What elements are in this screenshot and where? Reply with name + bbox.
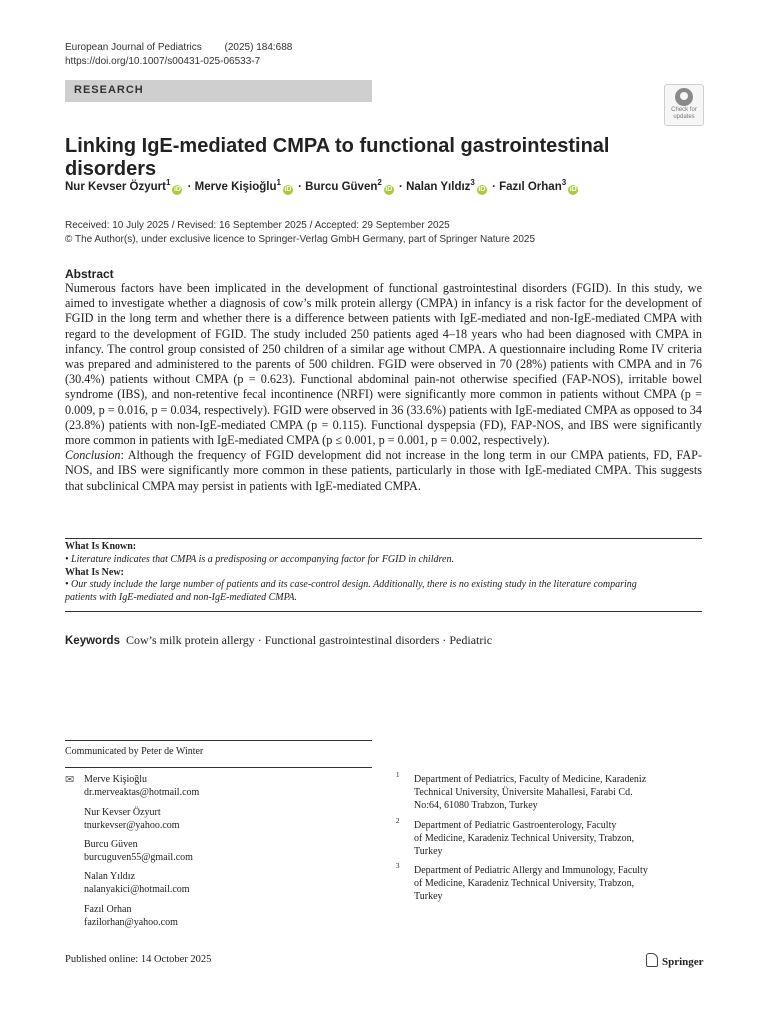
dates-block <box>65 219 535 247</box>
section-label-bar <box>65 80 372 102</box>
footnote-rule <box>65 740 372 741</box>
affiliation-line: Department of Pediatric Allergy and Immunology, Faculty <box>414 865 648 876</box>
author-name: Nalan Yıldız <box>406 180 471 193</box>
contact-entry <box>84 870 190 896</box>
contact-email[interactable]: fazilorhan@yahoo.com <box>84 917 178 928</box>
author-list: Nur Kevser Özyurt$^1$iD · Merve Kişioğlu$^1$iD · Burcu Güven$^2$iD · Nalan Yıldız$^3$iD · Fazıl Orhan$^3$iD <box>65 178 577 193</box>
author-affiliation: 1 <box>276 178 281 187</box>
communicated-by: Communicated by Peter de Winter <box>65 746 204 757</box>
contact-email[interactable]: nalanyakici@hotmail.com <box>84 884 190 895</box>
contact-email[interactable]: tnurkevser@yahoo.com <box>84 820 180 831</box>
affiliation-number: 1 <box>396 771 400 779</box>
contact-name: Fazıl Orhan <box>84 904 132 915</box>
new-heading: What Is New: <box>65 566 124 578</box>
author-affiliation: 1 <box>165 178 171 187</box>
author-affiliation: 3 <box>470 178 475 187</box>
affiliation-line: Turkey <box>414 846 443 857</box>
received-dates: Received: 10 July 2025 / Revised: 16 September 2025 / Accepted: 29 September 2025 <box>65 220 450 231</box>
affiliation-number: 2 <box>396 817 400 825</box>
known-item: • Literature indicates that CMPA is a predisposing or accompanying factor for FGID in children. <box>65 553 454 565</box>
conclusion-text: : Although the frequency of FGID development did not increase in the long term in our CMPA patients, FD, FAP-NOS, and IBS were significantly more common in these patients, particularly in those with IgE-mediated CMPA. This suggests that subclinical CMPA may persist in patients with IgE-mediated CMPA. <box>65 448 702 493</box>
affiliation-line: of Medicine, Karadeniz Technical University, Trabzon, <box>414 878 635 889</box>
contact-email[interactable]: burcuguven55@gmail.com <box>84 852 193 863</box>
contact-entry <box>84 806 180 832</box>
citation: (2025) 184:688 <box>224 42 293 53</box>
springer-horse-icon <box>646 953 658 967</box>
doi-link[interactable]: https://doi.org/10.1007/s00431-025-06533-7 <box>65 56 261 67</box>
author-name: Nur Kevser Özyurt <box>65 180 166 193</box>
contact-entry <box>84 903 178 929</box>
affiliation <box>414 773 704 812</box>
keywords-line <box>65 633 492 648</box>
what-is-known-box <box>65 541 702 605</box>
contact-name: Nur Kevser Özyurt <box>84 807 161 818</box>
conclusion-label: Conclusion <box>65 448 121 463</box>
author-name: Merve Kişioğlu <box>194 180 277 193</box>
orcid-icon[interactable]: iD <box>284 185 292 193</box>
affiliation-line: Department of Pediatrics, Faculty of Medicine, Karadeniz <box>414 774 647 785</box>
affiliation-number: 3 <box>396 862 400 870</box>
footnote-rule <box>65 767 372 768</box>
check-updates-icon <box>675 88 693 106</box>
paper-title: Linking IgE-mediated CMPA to functional gastrointestinal disorders <box>65 135 610 180</box>
orcid-icon[interactable]: iD <box>569 185 577 193</box>
new-item: • Our study include the large number of patients and its case-control design. Additionally, there is no existing study in the literature comparing patients with IgE-mediated and non-IgE-mediated CMPA. <box>65 579 637 604</box>
abstract-body: Numerous factors have been implicated in the development of functional gastrointestinal disorders (FGID). In this study, we aimed to investigate whether a diagnosis of cow’s milk protein allergy (CMPA) in infancy is a risk factor for the development of FGID in the long term and whether there is a difference between patients with IgE-mediated and non-IgE-mediated CMPA with regard to the development of FGID. The study included 250 patients aged 4–18 years who had been diagnosed with CMPA in infancy. The control group consisted of 250 children of a similar age without CMPA. A questionnaire including Rome IV criteria was prepared and administered to the parents of 500 children. FGID were observed in 70 (28%) patients with CMPA and in 76 (30.4%) patients without CMPA (p = 0.623). Functional abdominal pain-not otherwise specified (FAP-NOS), irritable bowel syndrome (IBS), and non-retentive fecal incontinence (NRFI) were significantly more common in patients without CMPA (p = 0.009, p = 0.016, p = 0.034, respectively). FGID were observed in 36 (33.6%) patients with IgE-mediated CMPA as opposed to 34 (23.8%) patients with non-IgE-mediated CMPA (p = 0.115). Functional dyspepsia (FD), FAP-NOS, and IBS were significantly more common in patients with IgE-mediated CMPA (p ≤ 0.001, p = 0.001, p = 0.002, respectively). <box>65 281 702 448</box>
keywords-text: Cow’s milk protein allergy · Functional gastrointestinal disorders · Pediatric <box>125 633 493 647</box>
divider <box>65 538 702 539</box>
published-date: Published online: 14 October 2025 <box>65 954 212 965</box>
affiliation-line: Department of Pediatric Gastroenterology, Faculty <box>414 820 617 831</box>
author-affiliation: 2 <box>377 178 382 187</box>
contact-entry <box>84 773 199 799</box>
envelope-icon: ✉ <box>65 774 75 786</box>
affiliation <box>414 864 704 903</box>
author-name: Burcu Güven <box>305 180 378 193</box>
contact-name: Merve Kişioğlu <box>84 774 148 785</box>
divider <box>65 611 702 612</box>
contact-name: Nalan Yıldız <box>84 871 136 882</box>
copyright: © The Author(s), under exclusive licence to Springer-Verlag GmbH Germany, part of Springer Nature 2025 <box>65 234 535 245</box>
affiliation-line: Technical University, Üniversite Mahallesi, Farabi Cd. <box>414 787 633 798</box>
section-label: RESEARCH <box>74 84 144 96</box>
author-name: Fazıl Orhan <box>499 180 562 193</box>
orcid-icon[interactable]: iD <box>478 185 486 193</box>
check-updates-text-2: updates <box>673 114 695 120</box>
affiliation <box>414 819 704 858</box>
contact-name: Burcu Güven <box>84 839 138 850</box>
abstract-heading: Abstract <box>65 267 114 281</box>
contact-email[interactable]: dr.merveaktas@hotmail.com <box>84 787 200 798</box>
affiliation-line: Turkey <box>414 891 443 902</box>
affiliation-line: No:64, 61080 Trabzon, Turkey <box>414 800 538 811</box>
affiliation-line: of Medicine, Karadeniz Technical University, Trabzon, <box>414 833 635 844</box>
journal-name: European Journal of Pediatrics <box>65 42 202 53</box>
orcid-icon[interactable]: iD <box>173 185 181 193</box>
check-updates-text-1: Check for <box>671 107 697 113</box>
journal-header <box>65 42 292 53</box>
known-heading: What Is Known: <box>65 541 137 552</box>
abstract-text <box>65 281 702 494</box>
author-affiliation: 3 <box>561 178 567 187</box>
orcid-icon[interactable]: iD <box>385 185 393 193</box>
publisher-name: Springer <box>662 956 704 968</box>
keywords-label: Keywords <box>65 635 120 647</box>
contact-entry <box>84 838 193 864</box>
publisher-logo <box>646 953 704 968</box>
check-for-updates-badge[interactable] <box>664 84 704 126</box>
